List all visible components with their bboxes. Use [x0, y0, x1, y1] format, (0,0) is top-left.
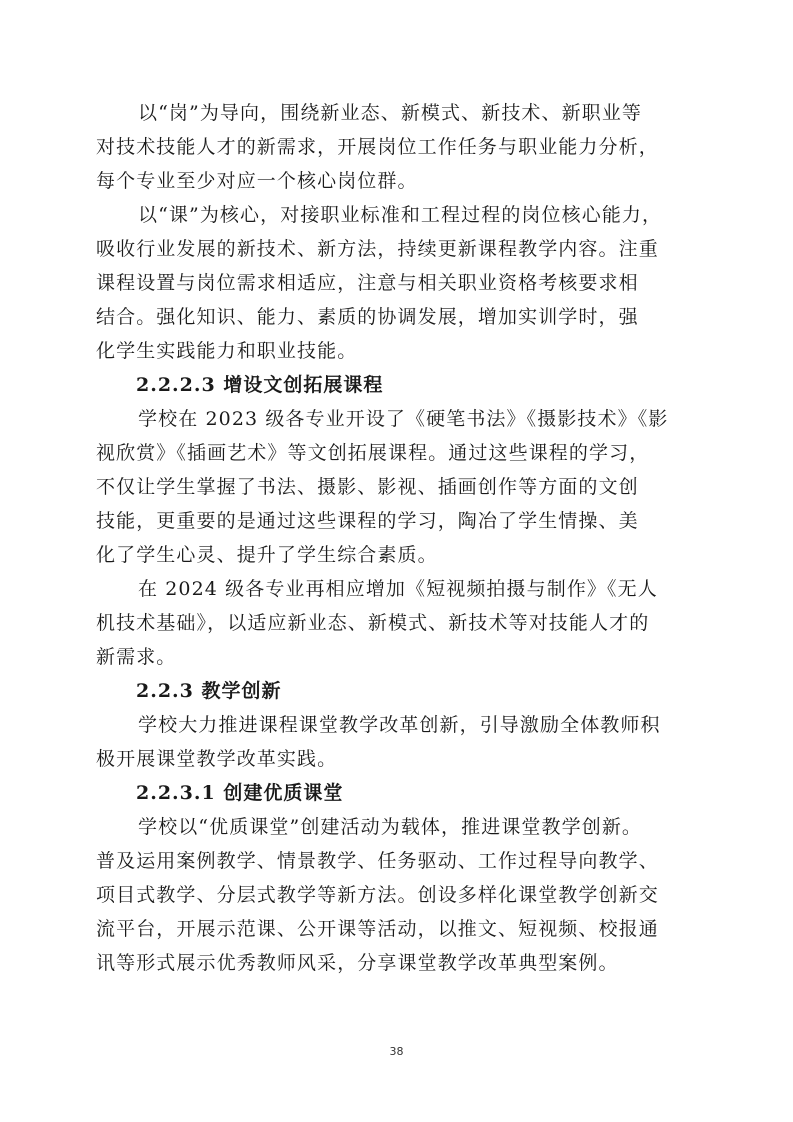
paragraph-quality-line-1: 学校以“优质课堂”创建活动为载体，推进课堂教学创新。	[138, 816, 643, 838]
document-body	[96, 96, 699, 980]
section-heading-2-2-3-1: 2.2.3.1 创建优质课堂	[136, 782, 344, 804]
paragraph-gang-line-1: 以“岗”为导向，围绕新业态、新模式、新技术、新职业等	[138, 102, 643, 124]
paragraph-2024-line-2: 机技术基础》，以适应新业态、新模式、新技术等对技能人才的	[96, 612, 650, 634]
paragraph-quality-line-4: 流平台，开展示范课、公开课等活动，以推文、短视频、校报通	[96, 918, 659, 940]
paragraph-quality-line-2: 普及运用案例教学、情景教学、任务驱动、工作过程导向教学、	[96, 850, 659, 872]
paragraph-2023-line-4: 技能，更重要的是通过这些课程的学习，陶冶了学生情操、美	[96, 510, 639, 532]
page-number: 38	[389, 1045, 404, 1058]
section-heading-2-2-3: 2.2.3 教学创新	[136, 680, 282, 702]
paragraph-2024-line-3: 新需求。	[96, 646, 177, 668]
section-heading-2-2-2-3: 2.2.2.3 增设文创拓展课程	[136, 374, 384, 396]
paragraph-ke-line-4: 结合。强化知识、能力、素质的协调发展，增加实训学时，强	[96, 306, 639, 328]
paragraph-ke-line-2: 吸收行业发展的新技术、新方法，持续更新课程教学内容。注重	[96, 238, 659, 260]
paragraph-2023-line-2: 视欣赏》《插画艺术》等文创拓展课程。通过这些课程的学习，	[96, 442, 650, 464]
paragraph-2023-line-3: 不仅让学生掌握了书法、摄影、影视、插画创作等方面的文创	[96, 476, 639, 498]
paragraph-reform-line-1: 学校大力推进课程课堂教学改革创新，引导激励全体教师积	[138, 714, 661, 736]
paragraph-gang-line-2: 对技术技能人才的新需求，开展岗位工作任务与职业能力分析，	[96, 136, 659, 158]
paragraph-ke-line-3: 课程设置与岗位需求相适应，注意与相关职业资格考核要求相	[96, 272, 639, 294]
paragraph-reform-line-2: 极开展课堂教学改革实践。	[96, 748, 338, 770]
paragraph-quality-line-3: 项目式教学、分层式教学等新方法。创设多样化课堂教学创新交	[96, 884, 659, 906]
paragraph-ke-line-1: 以“课”为核心，对接职业标准和工程过程的岗位核心能力，	[138, 204, 663, 226]
paragraph-2023-line-1: 学校在 2023 级各专业开设了《硬笔书法》《摄影技术》《影	[138, 408, 669, 430]
paragraph-quality-line-5: 讯等形式展示优秀教师风采，分享课堂教学改革典型案例。	[96, 952, 619, 974]
paragraph-gang-line-3: 每个专业至少对应一个核心岗位群。	[96, 170, 418, 192]
paragraph-ke-line-5: 化学生实践能力和职业技能。	[96, 340, 358, 362]
paragraph-2023-line-5: 化了学生心灵、提升了学生综合素质。	[96, 544, 438, 566]
paragraph-2024-line-1: 在 2024 级各专业再相应增加《短视频拍摄与制作》《无人	[138, 578, 658, 600]
